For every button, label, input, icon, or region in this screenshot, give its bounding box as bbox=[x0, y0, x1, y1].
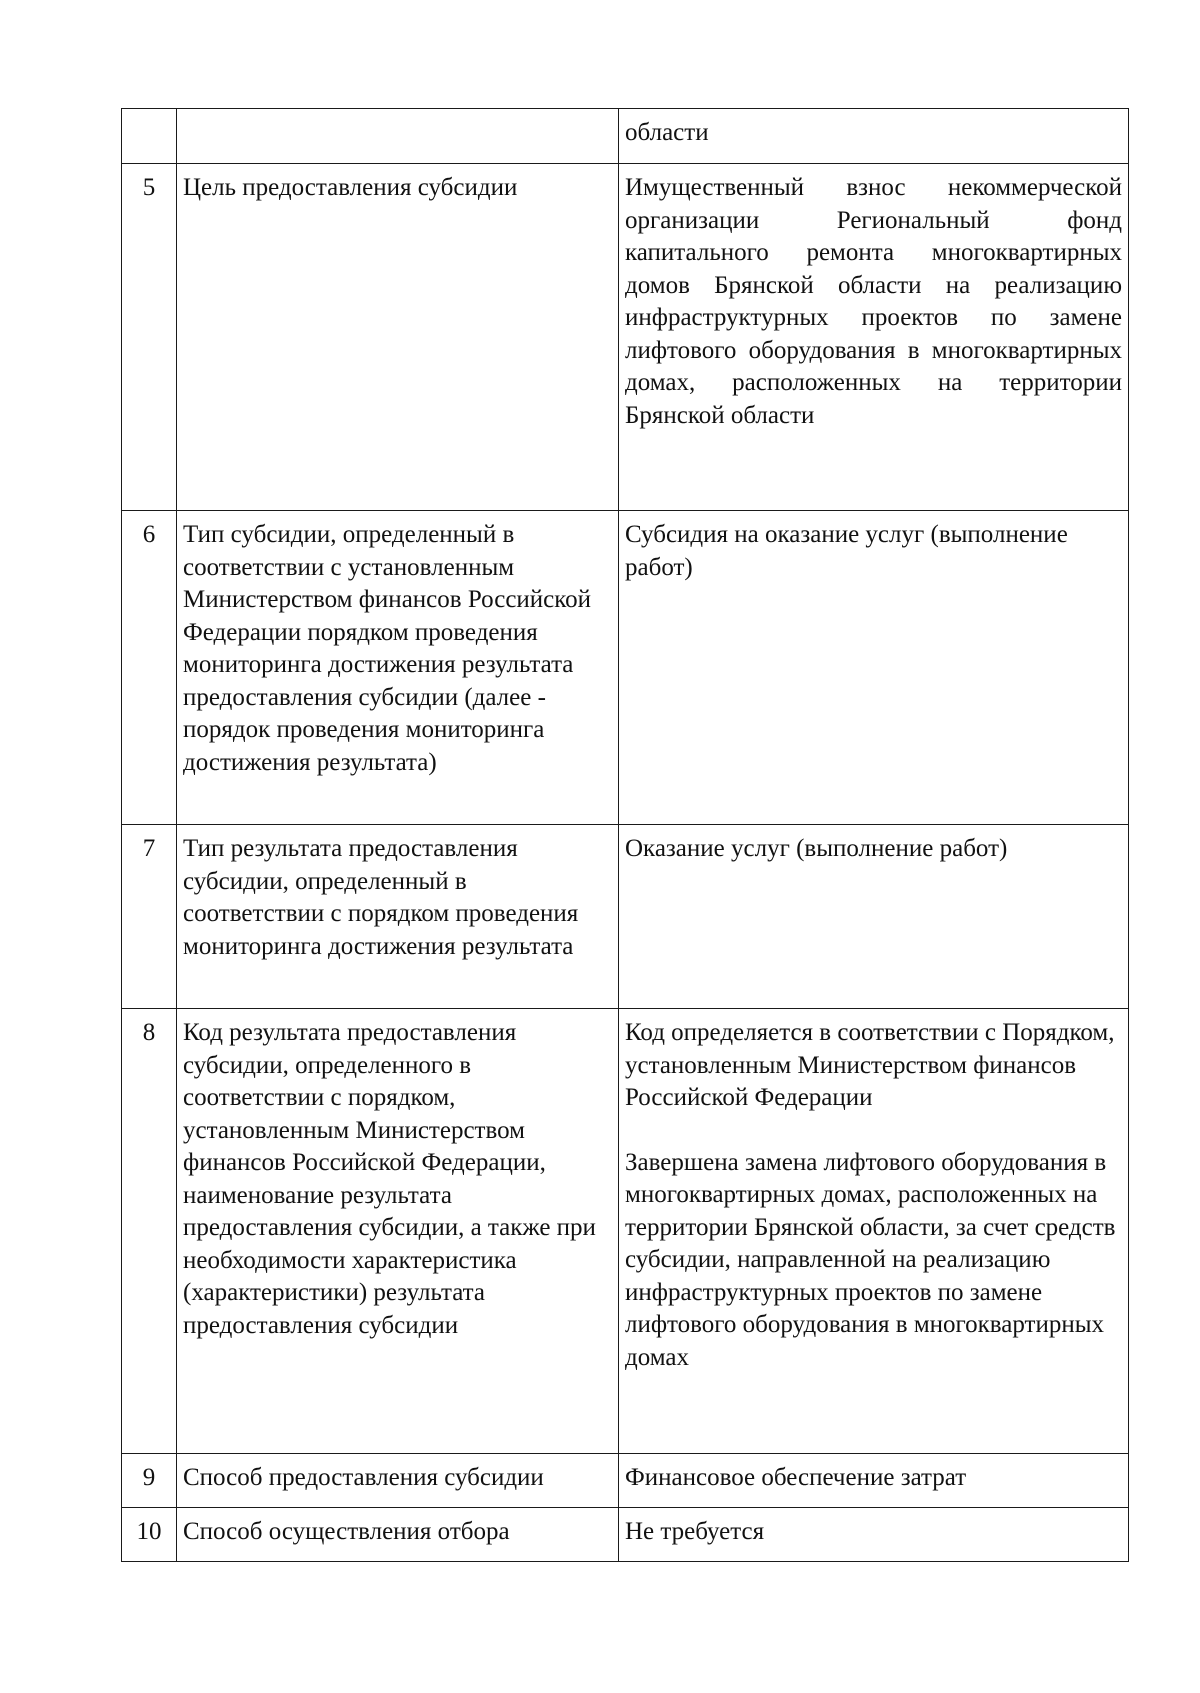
row-number: 5 bbox=[122, 164, 177, 511]
paragraph-gap bbox=[625, 1115, 1122, 1147]
row-number: 6 bbox=[122, 511, 177, 825]
row-number bbox=[122, 109, 177, 164]
row-label: Код результата предоставления субсидии, определенного в соответствии с порядком, установленным Министерством финансов Российской Федерации, наименование результата предоставления субсидии, а также при необходимости характеристика (характеристики) результата предоставления субсидии bbox=[177, 1009, 619, 1454]
row-number: 7 bbox=[122, 825, 177, 1009]
row-number: 10 bbox=[122, 1508, 177, 1562]
row-value: области bbox=[619, 109, 1129, 164]
row-label: Тип субсидии, определенный в соответствии с установленным Министерством финансов Российской Федерации порядком проведения мониторинга достижения результата предоставления субсидии (далее - порядок проведения мониторинга достижения результата) bbox=[177, 511, 619, 825]
row-number: 8 bbox=[122, 1009, 177, 1454]
row-number: 9 bbox=[122, 1454, 177, 1508]
table-row bbox=[122, 1009, 1129, 1454]
row-value bbox=[619, 1009, 1129, 1454]
row-label: Способ предоставления субсидии bbox=[177, 1454, 619, 1508]
table-row bbox=[122, 825, 1129, 1009]
row-label: Способ осуществления отбора bbox=[177, 1508, 619, 1562]
row-value: Имущественный взнос некоммерческой организации Региональный фонд капитального ремонта многоквартирных домов Брянской области на реализацию инфраструктурных проектов по замене лифтового оборудования в многоквартирных домах, расположенных на территории Брянской области bbox=[619, 164, 1129, 511]
row-value: Не требуется bbox=[619, 1508, 1129, 1562]
row-label: Тип результата предоставления субсидии, определенный в соответствии с порядком проведения мониторинга достижения результата bbox=[177, 825, 619, 1009]
row-label: Цель предоставления субсидии bbox=[177, 164, 619, 511]
subsidy-parameters-table bbox=[121, 108, 1129, 1562]
row-label bbox=[177, 109, 619, 164]
row-value-paragraph: Завершена замена лифтового оборудования в многоквартирных домах, расположенных на территории Брянской области, за счет средств субсидии, направленной на реализацию инфраструктурных проектов по замене лифтового оборудования в многоквартирных домах bbox=[625, 1148, 1116, 1371]
table-row bbox=[122, 109, 1129, 164]
row-value: Оказание услуг (выполнение работ) bbox=[619, 825, 1129, 1009]
table-row bbox=[122, 1508, 1129, 1562]
table-row bbox=[122, 1454, 1129, 1508]
row-value: Финансовое обеспечение затрат bbox=[619, 1454, 1129, 1508]
row-value-paragraph: Код определяется в соответствии с Порядком, установленным Министерством финансов Российской Федерации bbox=[625, 1019, 1115, 1111]
table-row bbox=[122, 511, 1129, 825]
row-value: Субсидия на оказание услуг (выполнение работ) bbox=[619, 511, 1129, 825]
table-row bbox=[122, 164, 1129, 511]
